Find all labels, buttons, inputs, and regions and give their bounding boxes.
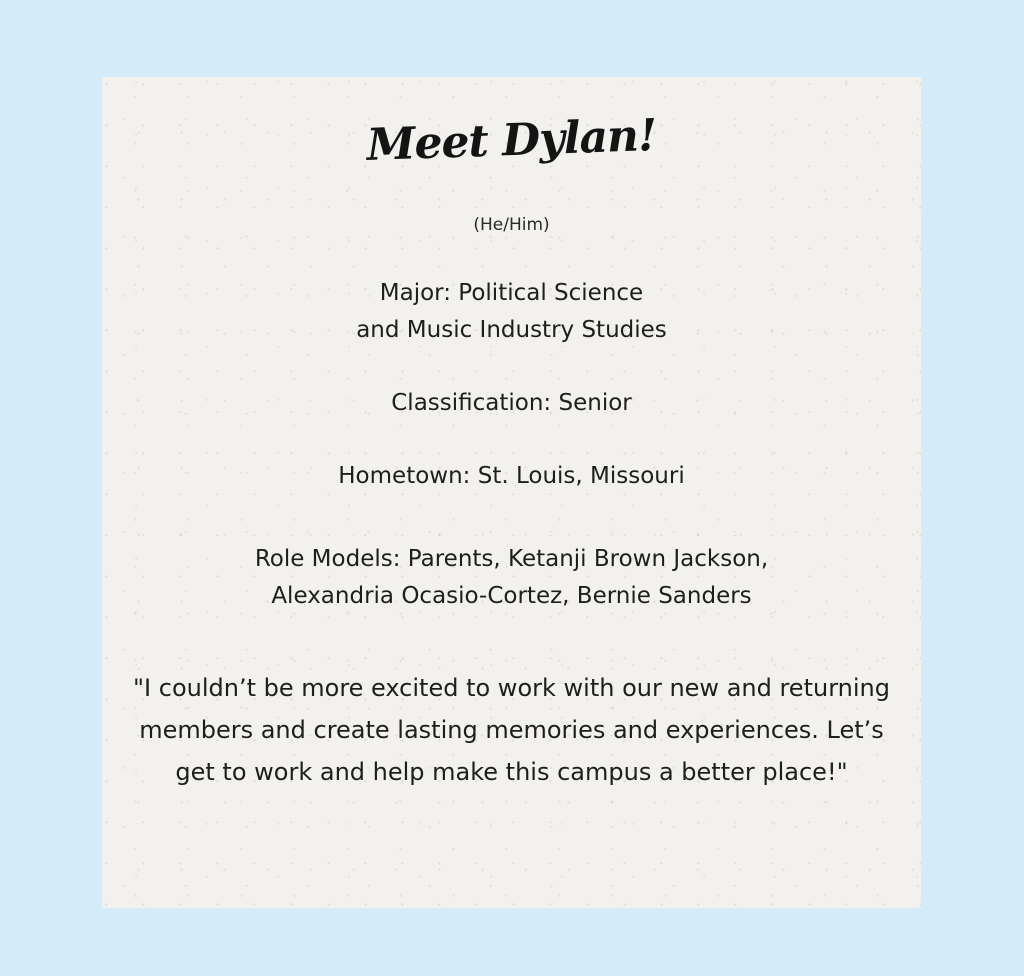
role-models-line-1: Role Models: Parents, Ketanji Brown Jackson, [254, 546, 769, 572]
classification: Classification: Senior [391, 390, 632, 416]
major-line-2: and Music Industry Studies [356, 317, 667, 343]
major [102, 275, 921, 349]
profile-card [102, 77, 921, 908]
quote: "I couldn’t be more excited to work with our new and returning members and create lasting memories and experiences. Let’s get to work and help make this campus a better place!" [133, 674, 890, 786]
card-title: Meet Dylan! [365, 109, 658, 172]
major-line-1: Major: Political Science [379, 280, 644, 306]
hometown: Hometown: St. Louis, Missouri [338, 463, 685, 489]
role-models [102, 541, 921, 615]
role-models-line-2: Alexandria Ocasio-Cortez, Bernie Sanders [271, 583, 752, 609]
pronouns: (He/Him) [473, 215, 550, 235]
